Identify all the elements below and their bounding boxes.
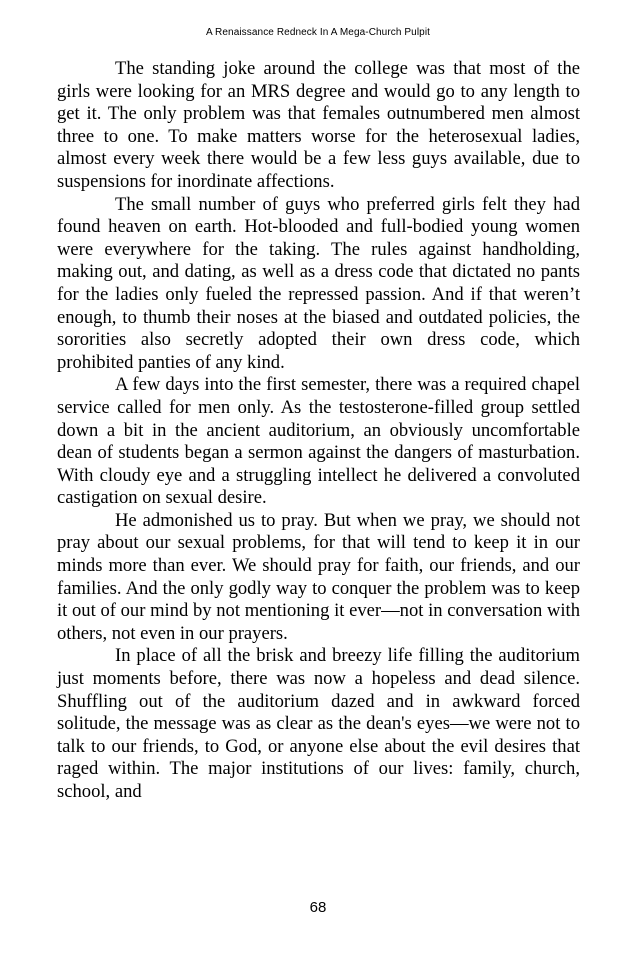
running-header: A Renaissance Redneck In A Mega-Church Pulpit	[205, 27, 431, 38]
paragraph: A few days into the first semester, there was a required chapel service called for men only. As the testosterone-filled group settled down a bit in the ancient auditorium, an obviously uncomfortable dean of students began a sermon against the dangers of masturbation. With cloudy eye and a struggling intellect he delivered a convoluted castigation on sexual desire.	[57, 374, 580, 509]
paragraph: The standing joke around the college was that most of the girls were looking for an MRS degree and would go to any length to get it. The only problem was that females outnumbered men almost three to one. To make matters worse for the heterosexual ladies, almost every week there would be a few less guys available, due to suspensions for inordinate affections.	[57, 58, 580, 192]
paragraph: He admonished us to pray. But when we pray, we should not pray about our sexual problems, for that will tend to keep it in our minds more than ever. We should pray for faith, our friends, and our families. And the only godly way to conquer the problem was to keep it out of our mind by not mentioning it ever—not in conversation with others, not even in our prayers.	[57, 509, 580, 644]
page-number: 68	[309, 899, 327, 916]
paragraph: The small number of guys who preferred girls felt they had found heaven on earth. Hot-blooded and full-bodied young women were everywhere for the taking. The rules against handholding, making out, and dating, as well as a dress code that dictated no pants for the ladies only fueled the repressed passion. And if that weren’t enough, to thumb their noses at the biased and outdated policies, the sororities also secretly adopted their own dress code, which prohibited panties of any kind.	[57, 193, 580, 373]
body-text	[57, 58, 580, 804]
paragraph: In place of all the brisk and breezy life filling the auditorium just moments before, there was now a hopeless and dead silence. Shuffling out of the auditorium dazed and in awkward forced solitude, the message was as clear as the dean's eyes—we were not to talk to our friends, to God, or anyone else about the evil desires that raged within. The major institutions of our lives: family, church, school, and	[57, 645, 580, 802]
